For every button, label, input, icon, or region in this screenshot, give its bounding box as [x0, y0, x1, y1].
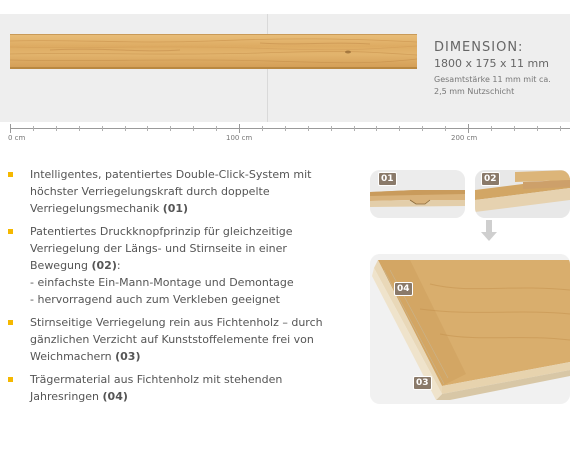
feature-line — [30, 257, 353, 274]
feature-line — [30, 274, 353, 291]
photo-click-joint-01 — [370, 170, 465, 218]
feature-line — [30, 348, 353, 365]
ruler-tick — [33, 126, 34, 131]
badge-01: 01 — [378, 172, 397, 186]
feature-line — [30, 291, 353, 308]
feature-text: Verriegelungsmechanik — [30, 202, 163, 215]
feature-line — [30, 166, 353, 183]
ruler-tick — [491, 126, 492, 131]
ruler-tick — [445, 126, 446, 131]
feature-text: Intelligentes, patentiertes Double-Click-System mit — [30, 168, 312, 181]
ruler-tick — [239, 124, 240, 133]
ruler-tick — [354, 126, 355, 131]
feature-text: Weichmachern — [30, 350, 116, 363]
feature-text: Verriegelung der Längs- und Stirnseite in einer — [30, 242, 287, 255]
feature-text: Jahresringen — [30, 390, 103, 403]
feature-text: Trägermaterial aus Fichtenholz mit stehenden — [30, 373, 283, 386]
ruler-tick — [79, 126, 80, 131]
badge-02: 02 — [481, 172, 500, 186]
feature-text: - einfachste Ein-Mann-Montage und Demontage — [30, 276, 294, 289]
badge-03: 03 — [413, 376, 432, 390]
feature-list — [8, 166, 353, 411]
ruler-tick — [56, 126, 57, 131]
ruler-tick — [285, 126, 286, 131]
ruler-tick — [216, 126, 217, 131]
feature-ref: (01) — [162, 202, 189, 215]
bullet-icon — [8, 320, 13, 325]
ruler-tick — [468, 124, 469, 133]
wood-grain — [10, 35, 417, 68]
bullet-icon — [8, 172, 13, 177]
plank-layers-illustration — [370, 254, 570, 404]
badge-04: 04 — [394, 282, 413, 296]
photo-core-layers — [370, 254, 570, 404]
ruler-label-0: 0 cm — [8, 134, 26, 142]
feature-text: gänzlichen Verzicht auf Kunststoffelemente frei von — [30, 333, 314, 346]
feature-text: Patentiertes Druckknopfprinzip für gleichzeitige — [30, 225, 293, 238]
feature-text: : — [116, 259, 121, 272]
dimension-size: 1800 x 175 x 11 mm — [434, 57, 549, 70]
feature-line — [30, 371, 353, 388]
feature-line — [30, 240, 353, 257]
feature-text: - hervorragend auch zum Verkleben geeignet — [30, 293, 280, 306]
feature-ref: (02) — [91, 259, 117, 272]
feature-item — [8, 166, 353, 217]
ruler-tick — [331, 126, 332, 131]
feature-line — [30, 200, 353, 217]
feature-item — [8, 371, 353, 405]
ruler-tick — [10, 124, 11, 133]
feature-text: höchster Verriegelungskraft durch doppelte — [30, 185, 270, 198]
feature-ref: (04) — [102, 390, 128, 403]
feature-line — [30, 223, 353, 240]
feature-item — [8, 223, 353, 308]
ruler-tick — [422, 126, 423, 131]
arrow-down-icon — [486, 220, 492, 234]
ruler-tick — [170, 126, 171, 131]
ruler-tick — [308, 126, 309, 131]
feature-line — [30, 331, 353, 348]
feature-item — [8, 314, 353, 365]
ruler-tick — [376, 126, 377, 131]
ruler-tick — [262, 126, 263, 131]
ruler-tick — [399, 126, 400, 131]
ruler-tick — [125, 126, 126, 131]
ruler-tick — [560, 126, 561, 131]
plank-image — [10, 34, 417, 69]
feature-line — [30, 388, 353, 405]
feature-text: Stirnseitige Verriegelung rein aus Fichtenholz – durch — [30, 316, 323, 329]
feature-line — [30, 314, 353, 331]
feature-ref: (03) — [115, 350, 141, 363]
bullet-icon — [8, 377, 13, 382]
ruler-tick — [147, 126, 148, 131]
ruler-label-200: 200 cm — [451, 134, 478, 142]
ruler-tick — [193, 126, 194, 131]
feature-line — [30, 183, 353, 200]
bullet-icon — [8, 229, 13, 234]
photo-push-lock-02 — [475, 170, 570, 218]
ruler — [10, 128, 570, 129]
ruler-label-100: 100 cm — [226, 134, 253, 142]
ruler-tick — [514, 126, 515, 131]
dimension-title: DIMENSION: — [434, 40, 524, 55]
ruler-tick — [102, 126, 103, 131]
feature-text: Bewegung — [30, 259, 92, 272]
dimension-note: Gesamtstärke 11 mm mit ca. 2,5 mm Nutzschicht — [434, 75, 551, 96]
ruler-tick — [537, 126, 538, 131]
